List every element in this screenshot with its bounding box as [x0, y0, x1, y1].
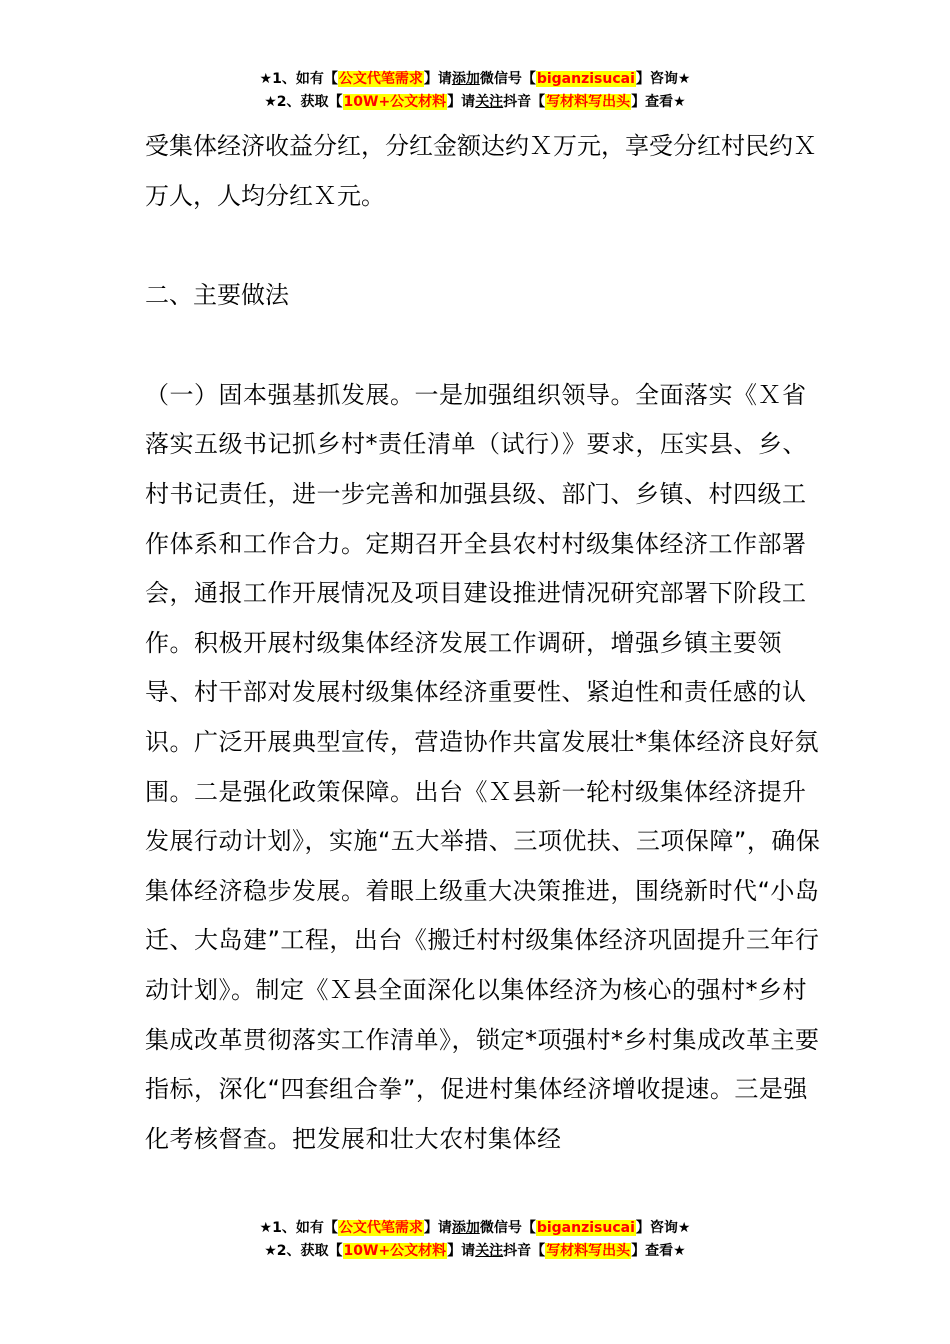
banner-text: 】请: [423, 71, 452, 87]
banner-text: 抖音【: [503, 94, 546, 110]
highlight-wechat-id: biganzisucai: [536, 1220, 635, 1236]
banner-text: 】请: [447, 94, 476, 110]
banner-line-2: [0, 91, 950, 114]
footer-banner: [0, 1217, 950, 1263]
highlight-materials: 10W+公文材料: [343, 1243, 447, 1259]
banner-text: ★1、如有【: [259, 71, 338, 87]
paragraph-main-practices: （一）固本强基抓发展。一是加强组织领导。全面落实《Ｘ省落实五级书记抓乡村*责任清单（试行）》要求，压实县、乡、村书记责任，进一步完善和加强县级、部门、乡镇、村四级工作体系和工作合力。定期召开全县农村村级集体经济工作部署会，通报工作开展情况及项目建设推进情况研究部署下阶段工作。积极开展村级集体经济发展工作调研，增强乡镇主要领导、村干部对发展村级集体经济重要性、紧迫性和责任感的认识。广泛开展典型宣传，营造协作共富发展壮*集体经济良好氛围。二是强化政策保障。出台《Ｘ县新一轮村级集体经济提升发展行动计划》，实施“五大举措、三项优扶、三项保障”，确保集体经济稳步发展。着眼上级重大决策推进，围绕新时代“小岛迁、大岛建”工程，出台《搬迁村村级集体经济巩固提升三年行动计划》。制定《Ｘ县全面深化以集体经济为核心的强村*乡村集成改革贯彻落实工作清单》，锁定*项强村*乡村集成改革主要指标，深化“四套组合拳”，促进村集体经济增收提速。三是强化考核督查。把发展和壮大农村集体经: [145, 380, 821, 1153]
banner-line-1: [0, 1217, 950, 1240]
banner-text: 微信号【: [479, 1220, 536, 1236]
document-body: [145, 122, 825, 1164]
banner-text: 】请: [447, 1243, 476, 1259]
banner-text: ★2、获取【: [264, 1243, 343, 1259]
underlined-text: 关注: [475, 94, 504, 110]
banner-line-2: [0, 1240, 950, 1263]
banner-text: ★2、获取【: [264, 94, 343, 110]
banner-text: 抖音【: [503, 1243, 546, 1259]
header-banner: [0, 68, 950, 114]
highlight-service: 公文代笔需求: [338, 1220, 423, 1236]
banner-text: 】咨询★: [635, 1220, 691, 1236]
banner-text: 】查看★: [631, 1243, 686, 1259]
banner-text: ★1、如有【: [259, 1220, 338, 1236]
highlight-douyin-account: 写材料写出头: [546, 94, 631, 110]
highlight-wechat-id: biganzisucai: [536, 71, 635, 87]
underlined-text: 添加: [451, 1220, 480, 1236]
banner-text: 】查看★: [631, 94, 686, 110]
banner-line-1: [0, 68, 950, 91]
highlight-douyin-account: 写材料写出头: [546, 1243, 631, 1259]
banner-text: 】咨询★: [635, 71, 691, 87]
highlight-service: 公文代笔需求: [338, 71, 423, 87]
banner-text: 】请: [423, 1220, 452, 1236]
highlight-materials: 10W+公文材料: [343, 94, 447, 110]
banner-text: 微信号【: [479, 71, 536, 87]
underlined-text: 添加: [451, 71, 480, 87]
paragraph-dividend-summary: 受集体经济收益分红，分红金额达约Ｘ万元，享受分红村民约Ｘ万人，人均分红Ｘ元。: [145, 132, 817, 210]
underlined-text: 关注: [475, 1243, 504, 1259]
section-heading: 二、主要做法: [145, 281, 289, 310]
